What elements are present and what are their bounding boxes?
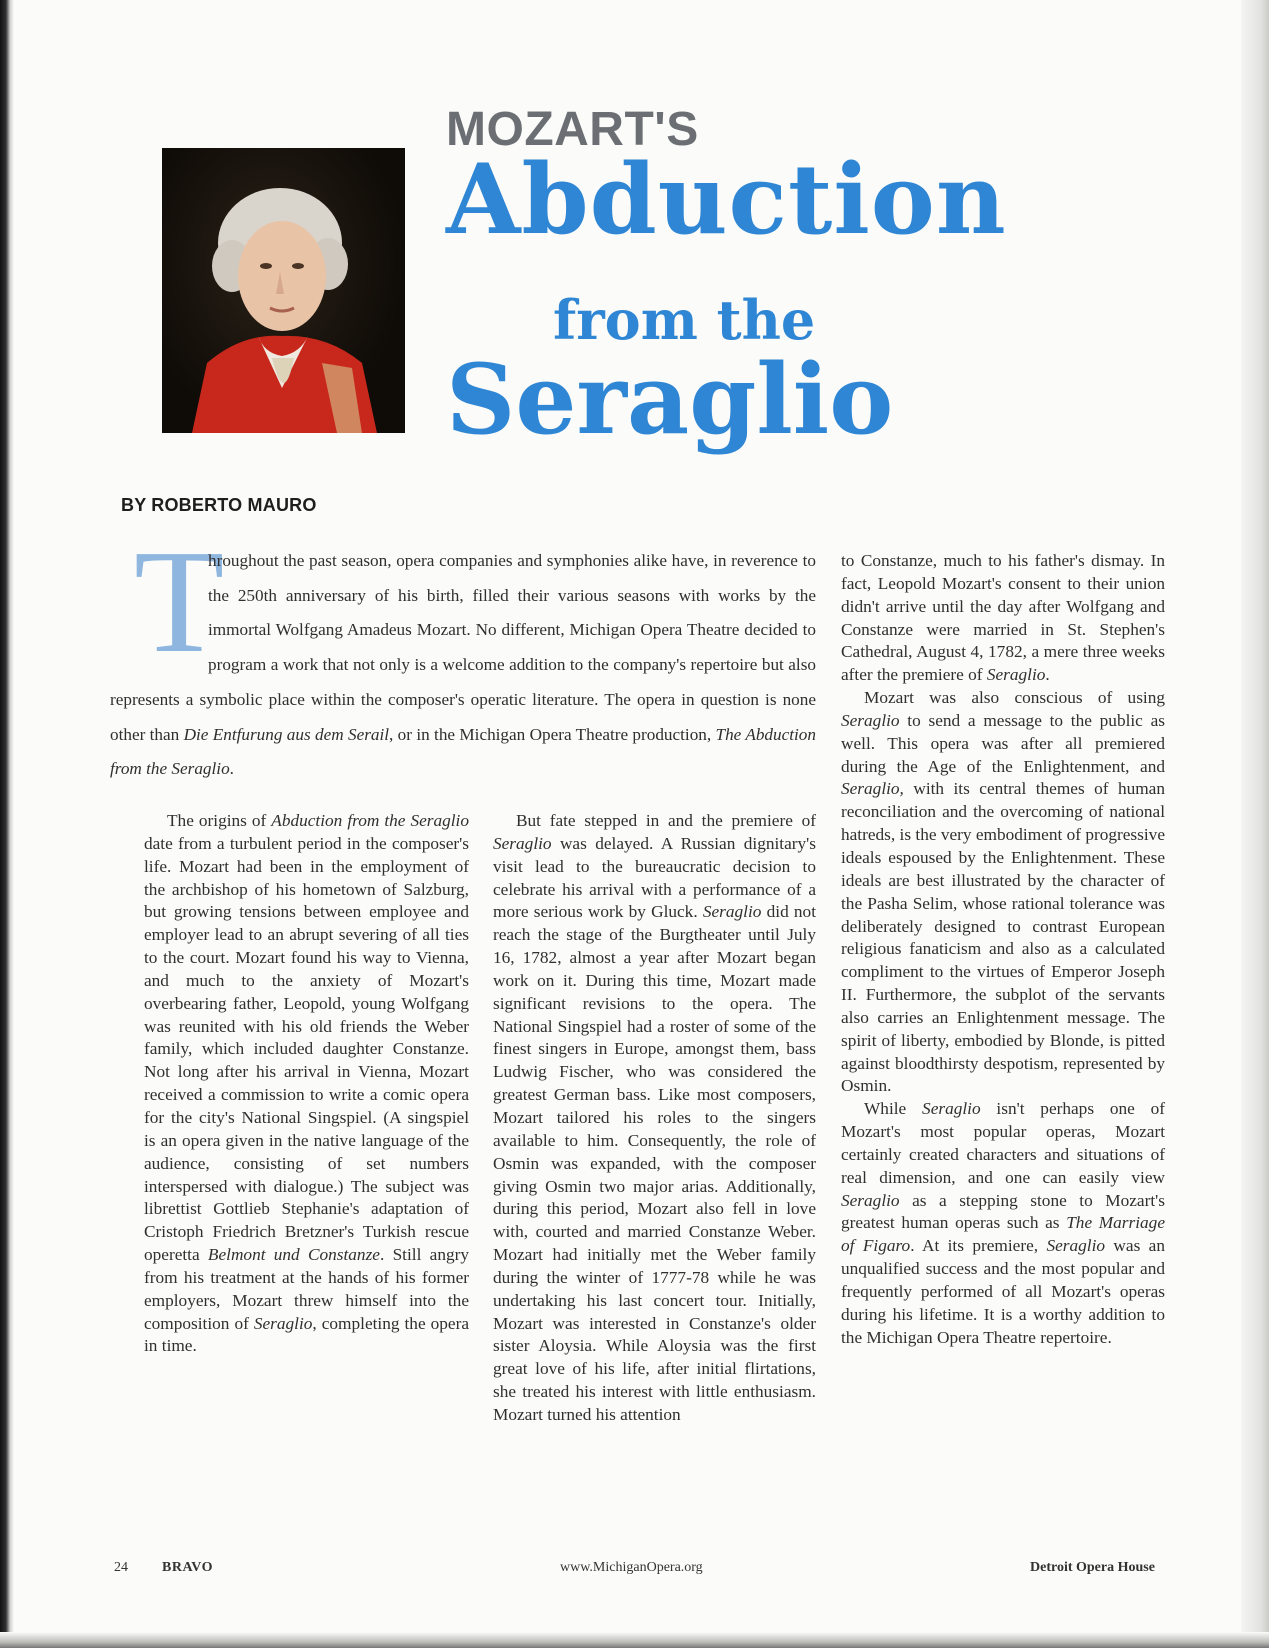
mozart-portrait: [162, 148, 405, 433]
text: did not reach the stage of the Burgtheater until July 16, 1782, almost a year after Mozart began work on it. During this time, Mozart made significant revisions to the opera. The National Singspiel had a roster of some of the finest singers in Europe, amongst them, bass Ludwig Fischer, who was considered the greatest German bass. Like most composers, Mozart tailored his roles to the singers available to him. Consequently, the role of Osmin was expanded, with the composer giving Osmin two major arias. Additionally, during this period, Mozart also fell in love with, courted and married Constanze Weber. Mozart had initially met the Weber family during the winter of 1777-78 while he was undertaking his last concert tour. Initially, Mozart was interested in Constanze's older sister Aloysia. While Aloysia was the first great love of his life, after initial flirtations, she treated his interest with little enthusiasm. Mozart turned his attention: [493, 902, 816, 1424]
italic-text: Seraglio: [922, 1099, 981, 1119]
italic-text: The Marriage of Figaro: [841, 1213, 1165, 1256]
text: was an unqualified success and the most popular and frequently performed of all Mozart's operas during his lifetime. It is a worthy addition to the Michigan Opera Theatre repertoire.: [841, 1236, 1165, 1347]
italic-text: Seraglio: [841, 1190, 900, 1210]
lead-text: , or in the Michigan Opera Theatre production,: [389, 724, 716, 744]
website-url: www.MichiganOpera.org: [560, 1560, 703, 1575]
article-column-3: [841, 550, 1165, 1350]
italic-text: Seraglio: [841, 710, 900, 730]
text: to send a message to the public as well. This opera was after all premiered during the Age of the Enlightenment, and: [841, 710, 1165, 776]
text: . Still angry from his treatment at the hands of his former employers, Mozart threw himself into the composition of: [144, 1245, 469, 1333]
paragraph: [841, 687, 1165, 1098]
byline: BY ROBERTO MAURO: [121, 495, 317, 515]
text: But fate stepped in and the premiere of: [516, 811, 816, 830]
lead-paragraph: [110, 520, 816, 787]
article-column-2: [493, 810, 816, 1427]
paragraph: [841, 1098, 1165, 1349]
title-mozarts: MOZART'S: [446, 103, 699, 156]
text: with its central themes of human reconciliation and the overcoming of national hatreds, is the very embodiment of progressive ideals espoused by the Enlightenment. These ideals are best illustrated by the character of the Pasha Selim, whose rational tolerance was deliberately designed to contrast European religious fanaticism and also as a calculated compliment to the virtues of Emperor Joseph II. Furthermore, the subplot of the servants also carries an Enlightenment message. The spirit of liberty, embodied by Blonde, is pitted against bloodthirsty despotism, represented by Osmin.: [841, 779, 1165, 1096]
text: date from a turbulent period in the composer's life. Mozart had been in the employment of the archbishop of his hometown of Salzburg, but growing tensions between employee and employer lead to an abrupt severing of all ties to the court. Mozart found his way to Vienna, and much to the anxiety of Mozart's overbearing father, Leopold, young Wolfgang was reunited with his old friends the Weber family, which included daughter Constanze. Not long after his arrival in Vienna, Mozart received a commission to write a comic opera for the city's National Singspiel. (A singspiel is an opera given in the native language of the audience, consisting of set numbers interspersed with dialogue.) The subject was librettist Gottlieb Stephanie's adaptation of Cristoph Friedrich Bretzner's Turkish rescue operetta: [144, 833, 469, 1265]
article-column-1: [144, 810, 469, 1358]
drop-cap: T: [134, 520, 225, 684]
italic-text: Seraglio: [986, 665, 1046, 685]
text: .: [1045, 665, 1050, 685]
paragraph: [841, 550, 1165, 687]
text: to Constanze, much to his father's dismay. In fact, Leopold Mozart's consent to their union didn't arrive until the day after Wolfgang and Constanze were married in St. Stephen's Cathedral, August 4, 1782, a mere three weeks after the premiere of: [841, 551, 1165, 685]
page-number: 24: [114, 1560, 128, 1575]
title-from-the: from the: [553, 288, 816, 352]
title-seraglio: Seraglio: [446, 343, 894, 456]
title-abduction: Abduction: [446, 143, 1007, 256]
italic-text: Seraglio: [702, 902, 762, 922]
text: While: [864, 1099, 923, 1119]
page-edge-right: [1241, 0, 1269, 1648]
page-edge-bottom: [0, 1632, 1269, 1648]
binding-edge: [0, 0, 14, 1648]
text: The origins of: [167, 811, 272, 830]
lead-italic-title: The Abduction from the Seraglio: [110, 724, 816, 779]
italic-text: Seraglio: [253, 1313, 313, 1333]
lead-text: .: [229, 759, 234, 779]
italic-text: Belmont und Constanze: [207, 1245, 380, 1265]
paragraph: [144, 810, 469, 1358]
paragraph: [493, 810, 816, 1427]
text: . At its premiere,: [910, 1236, 1047, 1256]
italic-text: Seraglio: [1046, 1236, 1106, 1256]
text: was delayed. A Russian dignitary's visit lead to the bureaucratic decision to celebrate his arrival with a performance of a more serious work by Gluck.: [493, 833, 816, 922]
italic-text: Seraglio,: [841, 779, 904, 799]
text: Mozart was also conscious of using: [864, 688, 1165, 708]
lead-italic-title: Die Entfurung aus dem Serail: [183, 724, 390, 744]
italic-text: Seraglio: [493, 833, 552, 853]
text: isn't perhaps one of Mozart's most popular operas, Mozart certainly created characters and situations of real dimension, and one can easily view: [841, 1099, 1166, 1187]
magazine-name: BRAVO: [162, 1560, 213, 1575]
text: , completing the opera in time.: [144, 1313, 469, 1356]
italic-text: Abduction from the Seraglio: [271, 811, 469, 830]
text: as a stepping stone to Mozart's greatest human operas such as: [841, 1190, 1165, 1233]
venue-name: Detroit Opera House: [1030, 1560, 1155, 1575]
lead-text: hroughout the past season, opera companies and symphonies alike have, in reverence to the 250th anniversary of his birth, filled their various seasons with works by the immortal Wolfgang Amadeus Mozart. No different, Michigan Opera Theatre decided to program a work that not only is a welcome addition to the company's repertoire but also represents a symbolic place within the composer's operatic literature. The opera in question is none other than: [110, 551, 816, 744]
